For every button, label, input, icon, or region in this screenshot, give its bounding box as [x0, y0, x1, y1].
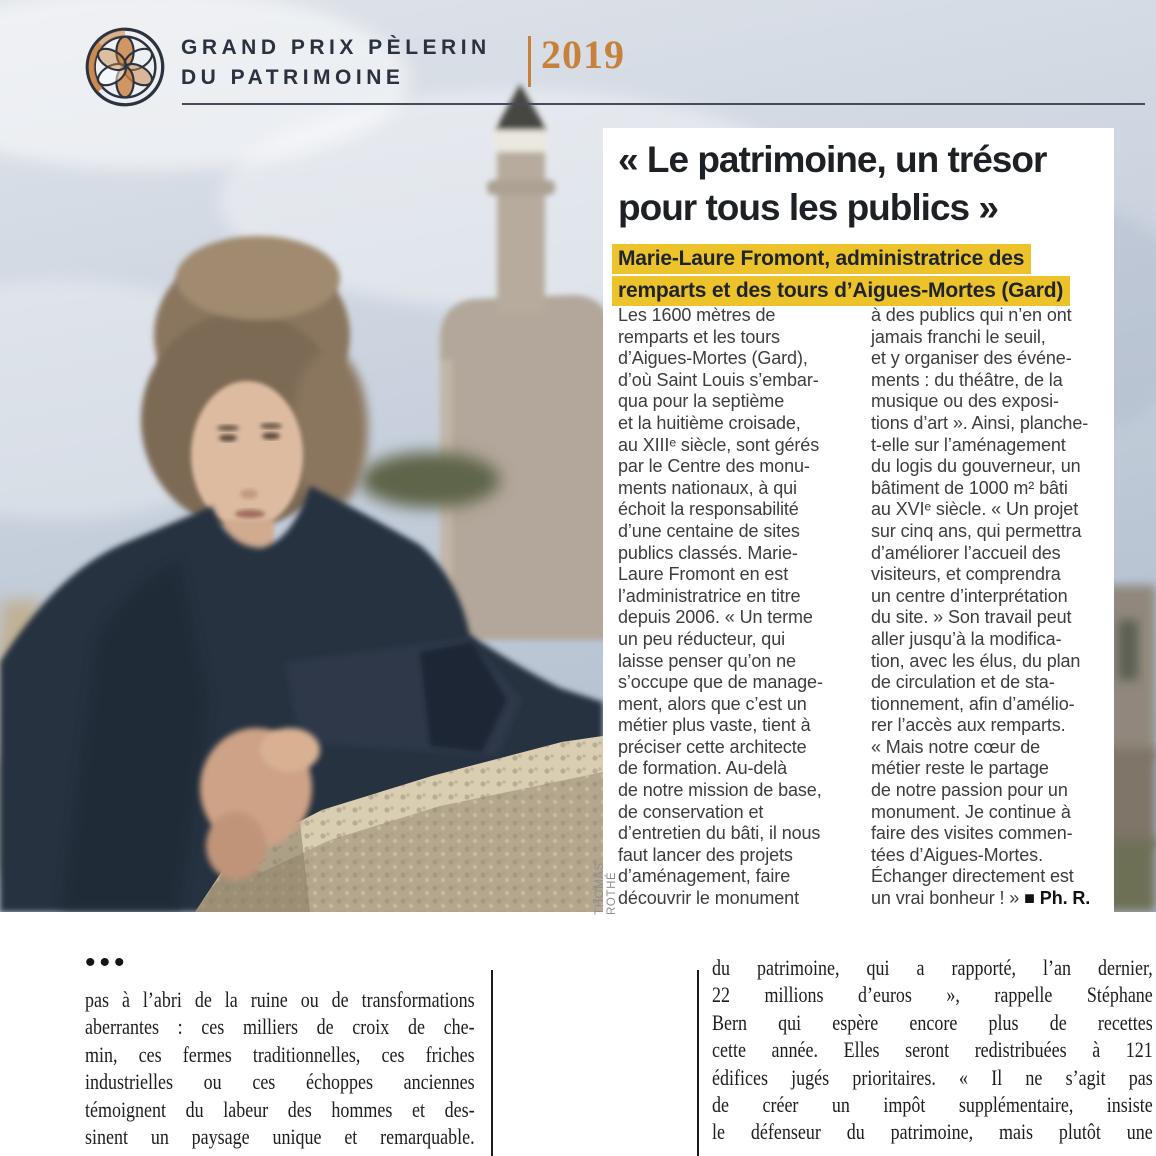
author-signature: ■ Ph. R.: [1024, 888, 1091, 909]
brand-line-1: GRAND PRIX PÈLERIN: [181, 36, 491, 59]
body-text-line: au XVIᵉ siècle. « Un projet: [871, 499, 1079, 520]
article-title: [618, 136, 1046, 232]
body-text-line: de notre mission de base,: [618, 780, 822, 801]
continuation-dots: •••: [85, 946, 129, 979]
body-text-line: l’administratrice en titre: [618, 585, 801, 606]
body-text-line: et la huitième croisade,: [618, 412, 801, 433]
body-text-line: un centre d’interprétation: [871, 585, 1068, 606]
body-text-line: préciser cette architecte: [618, 736, 807, 757]
body-column-right-lines: [871, 305, 1114, 888]
column-divider: [697, 970, 699, 1156]
body-text-line: d’entretien du bâti, il nous: [618, 823, 821, 844]
body-text-line: qua pour la septième: [618, 391, 785, 412]
masthead-rule: [182, 103, 1145, 105]
brand-line-2: DU PATRIMOINE: [181, 66, 405, 89]
footer-text-line: le défenseur du patrimoine, mais plutôt une: [712, 1119, 1153, 1145]
body-text-line: « Mais notre cœur de: [871, 736, 1041, 757]
body-text-line: découvrir le monument: [618, 888, 799, 909]
body-text-line: métier plus vaste, tient à: [618, 715, 811, 736]
body-text-line: au XIIIᵉ siècle, sont gérés: [618, 434, 820, 455]
edition-year: 2019: [541, 32, 625, 77]
year-divider: [528, 36, 531, 87]
body-column-left: [618, 305, 868, 910]
body-text-line: tées d’Aigues-Mortes.: [871, 844, 1043, 865]
body-column-right: [871, 305, 1114, 910]
body-text-line: depuis 2006. « Un terme: [618, 607, 813, 628]
footer-text-line: témoignent du labeur des hommes et des-: [85, 1096, 475, 1122]
photo-credit: THOMAS ROTHÉ: [594, 862, 618, 915]
title-line: « Le patrimoine, un trésor: [618, 139, 1047, 180]
body-text-line: Les 1600 mètres de: [618, 305, 776, 325]
body-text-line: sur cinq ans, qui permettra: [871, 520, 1082, 541]
body-text-line: échoit la responsabilité: [618, 499, 799, 520]
body-text-line: de conservation et: [618, 801, 764, 822]
footer-text-line: min, ces fermes traditionnelles, ces friches: [85, 1041, 475, 1067]
body-text-line: du logis du gouverneur, un: [871, 456, 1081, 477]
body-text-line: à des publics qui n’en ont: [871, 305, 1072, 325]
body-text-line: visiteurs, et comprendra: [871, 564, 1061, 585]
body-text-line: Échanger directement est: [871, 866, 1074, 887]
body-text-line: faut lancer des projets: [618, 844, 793, 865]
rosette-logo-icon: [84, 26, 166, 108]
footer-text-line: Bern qui espère encore plus de recettes: [712, 1009, 1153, 1035]
footer-text-line: sinent un paysage unique et remarquable.: [85, 1123, 475, 1149]
body-text-line: ment, alors que c’est un: [618, 693, 807, 714]
body-text-line: d’Aigues-Mortes (Gard),: [618, 348, 808, 369]
body-text-line: monument. Je continue à: [871, 801, 1071, 822]
footer-text-line: 22 millions d’euros », rappelle Stéphane: [712, 982, 1153, 1008]
body-text-line: Laure Fromont en est: [618, 564, 789, 585]
body-text-line: publics classés. Marie-: [618, 542, 798, 563]
masthead: [0, 0, 1156, 120]
footer-column-left: [85, 986, 475, 1150]
body-text-line: ments nationaux, à qui: [618, 477, 797, 498]
subtitle-line: remparts et des tours d’Aigues-Mortes (Gard): [612, 276, 1070, 306]
column-divider: [491, 970, 493, 1156]
footer-text-line: industrielles ou ces échoppes anciennes: [85, 1069, 475, 1095]
body-text-line: tion, avec les élus, du plan: [871, 650, 1081, 671]
footer-text-line: pas à l’abri de la ruine ou de transformations: [85, 987, 475, 1012]
body-text-line: remparts et les tours: [618, 326, 780, 347]
closing-quote: un vrai bonheur ! »: [871, 888, 1025, 909]
body-text-line: et y organiser des événe-: [871, 348, 1072, 369]
body-text-line: d’une centaine de sites: [618, 520, 800, 541]
body-text-line: de notre passion pour un: [871, 780, 1068, 801]
body-text-line: jamais franchi le seuil,: [871, 326, 1046, 347]
body-text-line: tions d’art ». Ainsi, planche-: [871, 412, 1089, 433]
body-text-line: de formation. Au-delà: [618, 758, 788, 779]
body-text-line-last: [871, 888, 1114, 910]
footer-text-line: du patrimoine, qui a rapporté, l’an dernier,: [712, 955, 1153, 980]
body-text-line: d’où Saint Louis s’embar-: [618, 369, 819, 390]
body-text-line: un peu réducteur, qui: [618, 628, 786, 649]
body-text-line: tionnement, afin d’amélio-: [871, 693, 1075, 714]
body-text-line: de circulation et de sta-: [871, 672, 1055, 693]
body-text-line: musique ou des exposi-: [871, 391, 1059, 412]
body-text-line: par le Centre des monu-: [618, 456, 810, 477]
body-text-line: d’améliorer l’accueil des: [871, 542, 1061, 563]
footer-text-line: édifices jugés prioritaires. « Il ne s’agit pas: [712, 1064, 1153, 1090]
body-text-line: ments : du théâtre, de la: [871, 369, 1063, 390]
body-text-line: laisse penser qu’on ne: [618, 650, 796, 671]
body-text-line: rer l’accès aux remparts.: [871, 715, 1066, 736]
body-text-line: t-elle sur l’aménagement: [871, 434, 1066, 455]
footer-column-right: [712, 954, 1153, 1146]
body-text-line: métier reste le partage: [871, 758, 1049, 779]
body-text-line: d’aménagement, faire: [618, 866, 791, 887]
body-text-line: du site. » Son travail peut: [871, 607, 1072, 628]
article-subtitle: [612, 244, 1070, 308]
body-text-line: bâtiment de 1000 m² bâti: [871, 477, 1068, 498]
body-text-line: aller jusqu’à la modifica-: [871, 628, 1062, 649]
body-text-line: faire des visites commen-: [871, 823, 1073, 844]
title-line: pour tous les publics »: [618, 187, 998, 228]
footer-text-line: aberrantes : ces milliers de croix de che-: [85, 1014, 475, 1040]
footer-text-line: cette année. Elles seront redistribuées à 121: [712, 1037, 1153, 1063]
body-text-line: s’occupe que de manage-: [618, 672, 823, 693]
subtitle-line: Marie-Laure Fromont, administratrice des: [612, 244, 1070, 274]
brand-title: [181, 33, 491, 93]
article-panel: [603, 128, 1114, 912]
footer-text-line: de créer un impôt supplémentaire, insiste: [712, 1091, 1153, 1117]
